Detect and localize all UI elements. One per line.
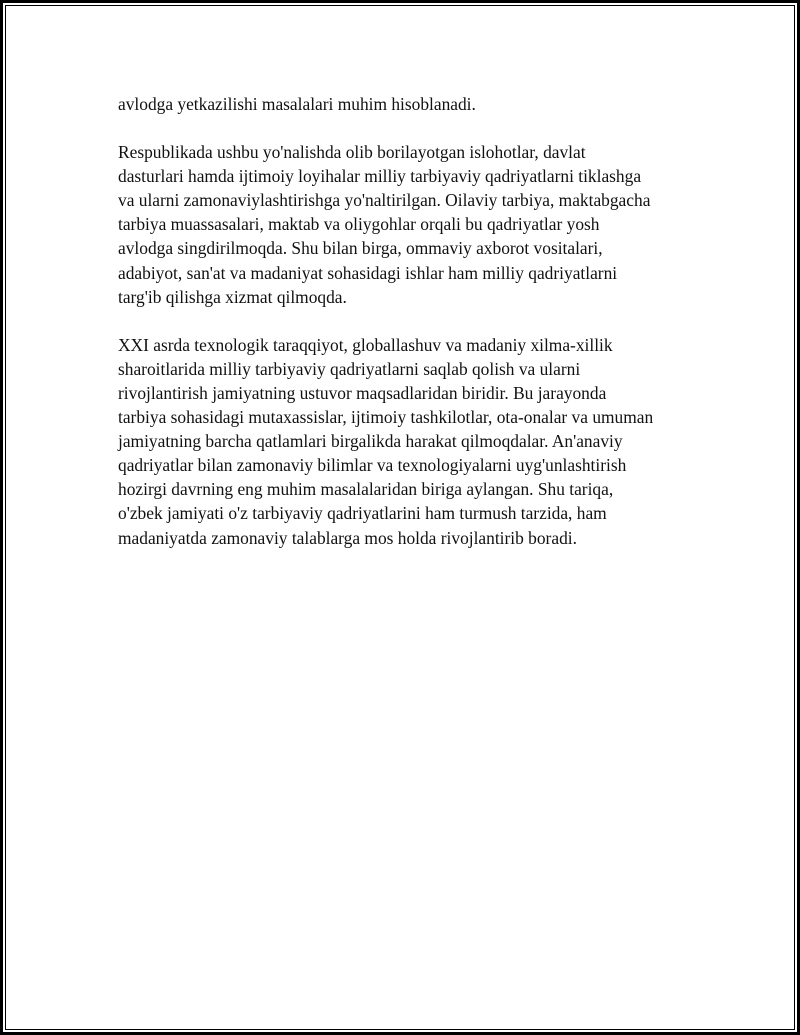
text-line: tarbiya sohasidagi mutaxassislar, ijtimoiy tashkilotlar, ota-onalar va umuman [118, 407, 654, 428]
paragraph-2 [118, 140, 698, 309]
text-line: tarbiya muassasalari, maktab va oliygohlar orqali bu qadriyatlar yosh [118, 214, 600, 235]
text-line: va ularni zamonaviylashtirishga yo'naltirilgan. Oilaviy tarbiya, maktabgacha [118, 190, 651, 211]
text-line: adabiyot, san'at va madaniyat sohasidagi ishlar ham milliy qadriyatlarni [118, 262, 618, 283]
text-line: jamiyatning barcha qatlamlari birgalikda harakat qilmoqdalar. An'anaviy [118, 431, 623, 452]
text-line: rivojlantirish jamiyatning ustuvor maqsadlaridan biridir. Bu jarayonda [118, 382, 607, 403]
paragraph-1 [118, 92, 698, 116]
text-line: madaniyatda zamonaviy talablarga mos holda rivojlantirib boradi. [118, 527, 577, 548]
text-line: qadriyatlar bilan zamonaviy bilimlar va texnologiyalarni uyg'unlashtirish [118, 455, 627, 476]
text-line: XXI asrda texnologik taraqqiyot, globallashuv va madaniy xilma-xillik [118, 334, 613, 355]
text-line: targ'ib qilishga xizmat qilmoqda. [118, 286, 347, 307]
paragraph-3 [118, 333, 698, 550]
text-line: dasturlari hamda ijtimoiy loyihalar milliy tarbiyaviy qadriyatlarni tiklashga [118, 166, 642, 187]
text-line: Respublikada ushbu yo'nalishda olib borilayotgan islohotlar, davlat [118, 142, 586, 163]
text-line: avlodga singdirilmoqda. Shu bilan birga, ommaviy axborot vositalari, [118, 238, 603, 259]
text-line: sharoitlarida milliy tarbiyaviy qadriyatlarni saqlab qolish va ularni [118, 358, 581, 379]
document-body [118, 92, 698, 574]
text-line: avlodga yetkazilishi masalalari muhim hisoblanadi. [118, 94, 476, 114]
text-line: o'zbek jamiyati o'z tarbiyaviy qadriyatlarini ham turmush tarzida, ham [118, 503, 607, 524]
text-line: hozirgi davrning eng muhim masalalaridan biriga aylangan. Shu tariqa, [118, 479, 614, 500]
